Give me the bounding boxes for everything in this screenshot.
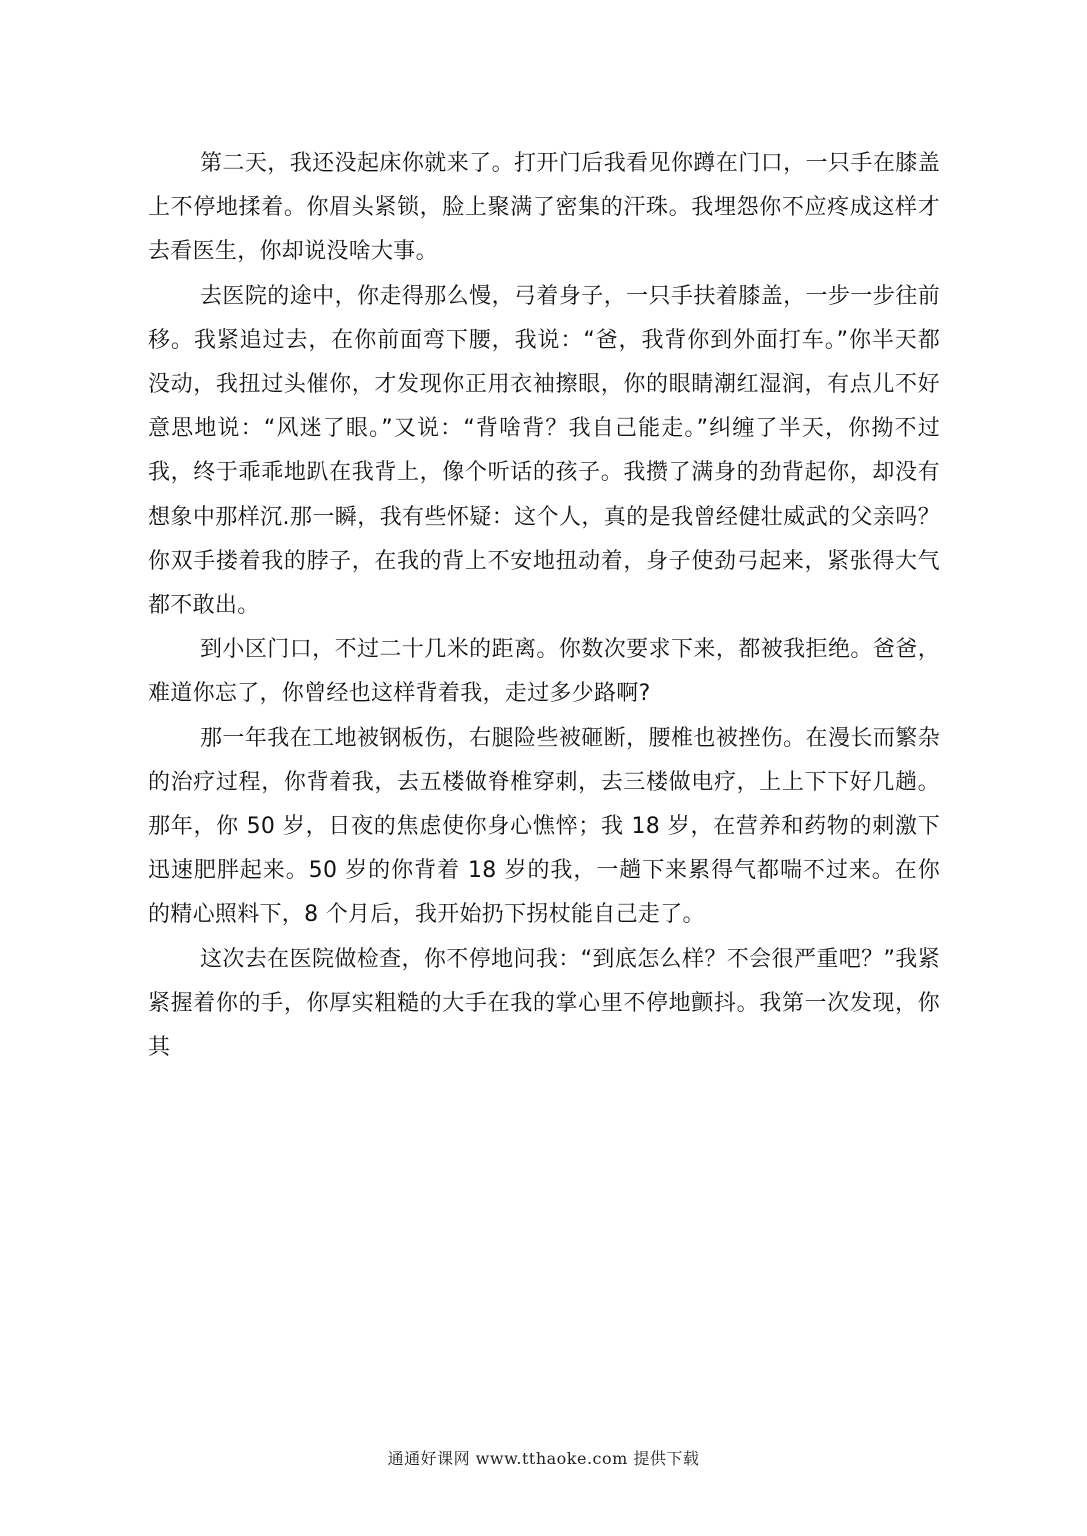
paragraph-2: 去医院的途中，你走得那么慢，弓着身子，一只手扶着膝盖，一步一步往前移。我紧追过去，在你前面弯下腰，我说：“爸，我背你到外面打车。”你半天都没动，我扭过头催你，才发现你正用衣袖擦眼，你的眼睛潮红湿润，有点儿不好意思地说：“风迷了眼。”又说：“背啥背？我自己能走。”纠缠了半天，你拗不过我，终于乖乖地趴在我背上，像个听话的孩子。我攒了满身的劲背起你，却没有想象中那样沉.那一瞬，我有些怀疑：这个人，真的是我曾经健壮威武的父亲吗？你双手搂着我的脖子，在我的背上不安地扭动着，身子使劲弓起来，紧张得大气都不敢出。 <box>148 283 940 619</box>
paragraph-5: 这次去在医院做检查，你不停地问我：“到底怎么样？不会很严重吧？”我紧紧握着你的手，你厚实粗糙的大手在我的掌心里不停地颤抖。我第一次发现，你其 <box>148 946 940 1061</box>
paragraph-1: 第二天，我还没起床你就来了。打开门后我看见你蹲在门口，一只手在膝盖上不停地揉着。你眉头紧锁，脸上聚满了密集的汗珠。我埋怨你不应疼成这样才去看医生，你却说没啥大事。 <box>148 151 940 265</box>
document-body <box>148 142 940 1070</box>
page-footer: 通通好课网 www.tthaoke.com 提供下载 <box>387 1449 700 1468</box>
paragraph-4: 那一年我在工地被钢板伤，右腿险些被砸断，腰椎也被挫伤。在漫长而繁杂的治疗过程，你背着我，去五楼做脊椎穿刺，去三楼做电疗，上上下下好几趟。那年，你 50 岁，日夜的焦虑使你身心憔悴；我 18 岁，在营养和药物的刺激下迅速肥胖起来。50 岁的你背着 18 岁的我，一趟下来累得气都喘不过来。在你的精心照料下，8 个月后，我开始扔下拐杖能自己走了。 <box>148 725 940 928</box>
paragraph-3: 到小区门口，不过二十几米的距离。你数次要求下来，都被我拒绝。爸爸，难道你忘了，你曾经也这样背着我，走过多少路啊? <box>148 637 940 707</box>
